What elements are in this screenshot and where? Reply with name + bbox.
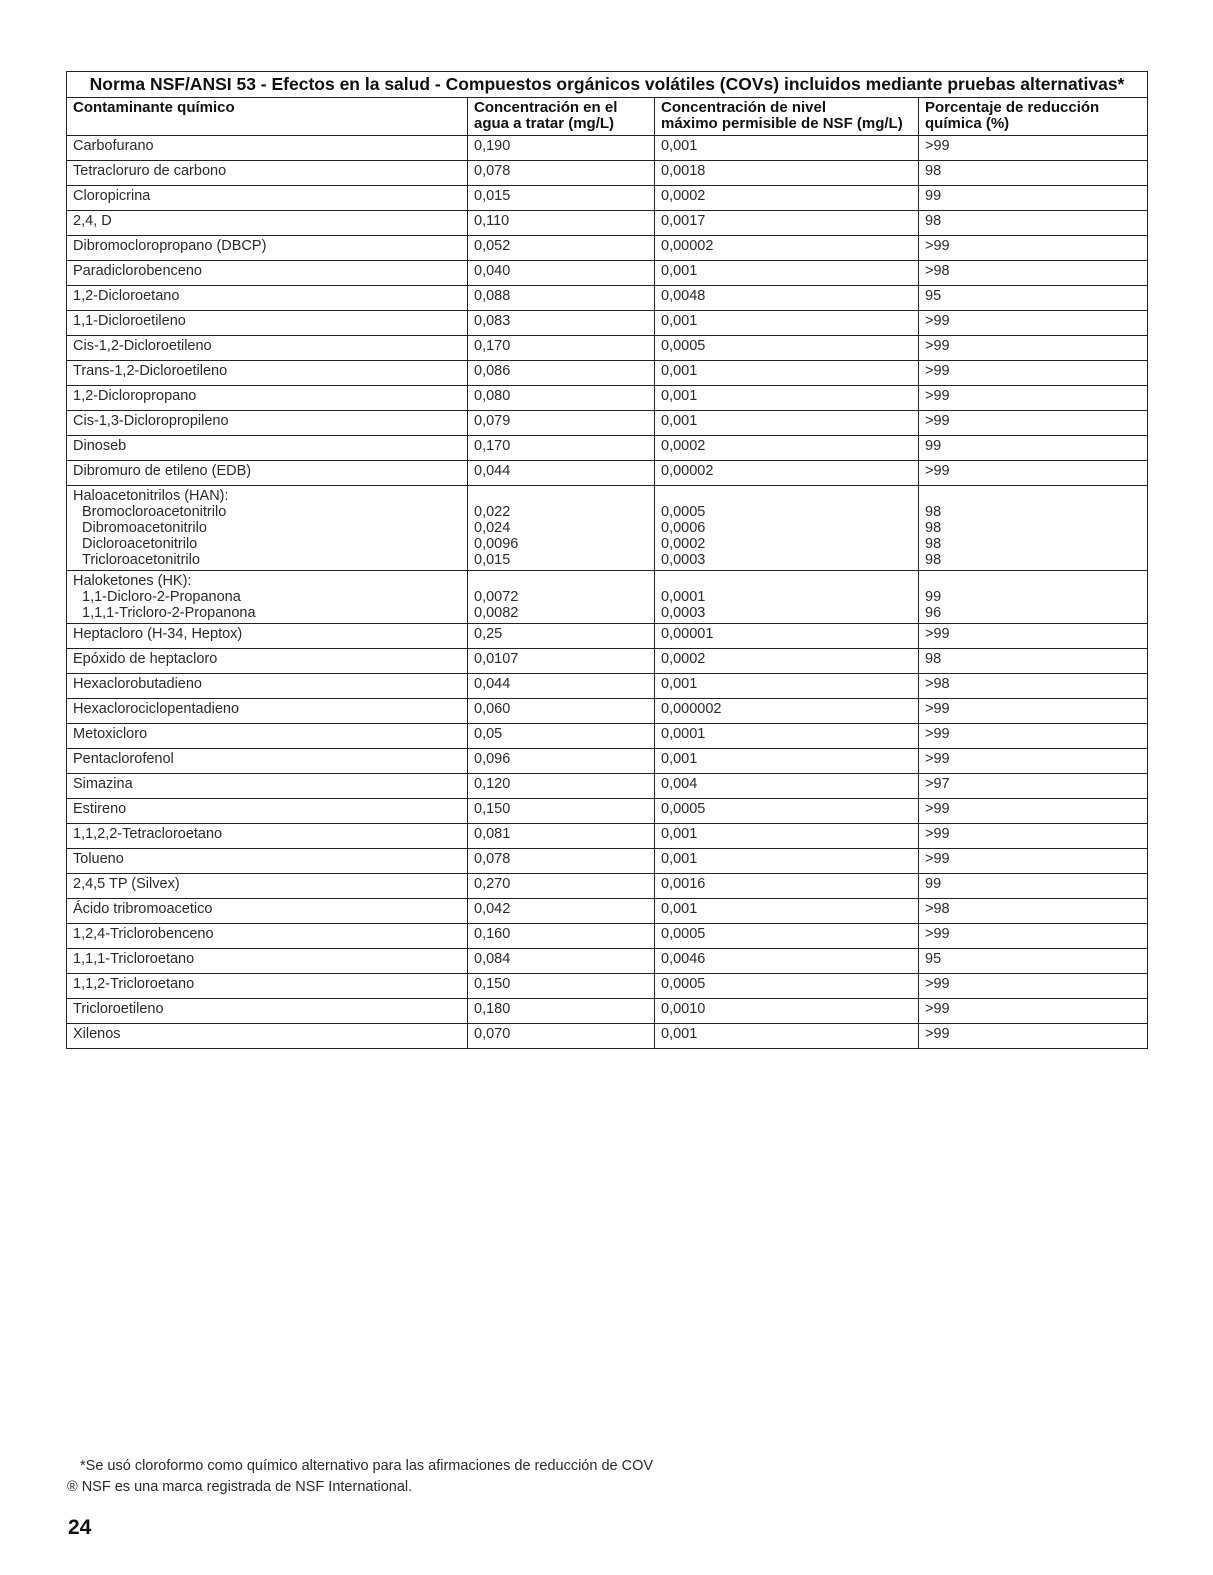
table-cell: 0,040 (468, 261, 655, 286)
table-row (67, 699, 1148, 724)
table-cell (919, 571, 1148, 624)
group-item-value: 0,0001 (661, 589, 706, 605)
table-cell: 99 (919, 186, 1148, 211)
table-cell: 0,096 (468, 749, 655, 774)
table-group-row (67, 571, 1148, 624)
table-cell: 0,00002 (655, 461, 919, 486)
table-row (67, 824, 1148, 849)
table-cell: >99 (919, 236, 1148, 261)
table-cell: 0,0046 (655, 949, 919, 974)
table-cell: Dibromuro de etileno (EDB) (67, 461, 468, 486)
group-item-value: 0,0006 (661, 520, 706, 536)
table-row (67, 949, 1148, 974)
table-cell: 0,083 (468, 311, 655, 336)
group-item-value: 0,022 (474, 504, 511, 520)
table-cell: 0,190 (468, 136, 655, 161)
table-group-row (67, 486, 1148, 571)
table-cell: 0,00001 (655, 624, 919, 649)
table-cell: 0,001 (655, 361, 919, 386)
table-cell: >99 (919, 974, 1148, 999)
table-cell: Dibromocloropropano (DBCP) (67, 236, 468, 261)
table-cell: 0,170 (468, 336, 655, 361)
table-cell: 0,0016 (655, 874, 919, 899)
table-cell: Cloropicrina (67, 186, 468, 211)
table-row (67, 899, 1148, 924)
table-cell: 0,0017 (655, 211, 919, 236)
table-row (67, 999, 1148, 1024)
table-cell: 1,1-Dicloroetileno (67, 311, 468, 336)
column-header-3: Concentración de nivel máximo permisible de NSF (mg/L) (655, 98, 919, 136)
table-row (67, 211, 1148, 236)
table-cell: 98 (919, 649, 1148, 674)
table-cell: >99 (919, 361, 1148, 386)
table-cell: 0,078 (468, 849, 655, 874)
table-cell: 0,170 (468, 436, 655, 461)
table-cell: 0,05 (468, 724, 655, 749)
table-cell: Pentaclorofenol (67, 749, 468, 774)
table-row (67, 799, 1148, 824)
table-cell: >99 (919, 724, 1148, 749)
table-cell: 1,1,2-Tricloroetano (67, 974, 468, 999)
table-row (67, 311, 1148, 336)
table-cell: Metoxicloro (67, 724, 468, 749)
table-cell: Paradiclorobenceno (67, 261, 468, 286)
table-cell: 0,0107 (468, 649, 655, 674)
group-item-name: Tricloroacetonitrilo (82, 552, 200, 568)
table-cell: 0,001 (655, 1024, 919, 1049)
table-cell: >99 (919, 411, 1148, 436)
table-cell: 0,0001 (655, 724, 919, 749)
table-cell: 0,0002 (655, 186, 919, 211)
column-header-2: Concentración en el agua a tratar (mg/L) (468, 98, 655, 136)
table-cell: 0,088 (468, 286, 655, 311)
table-cell: >99 (919, 924, 1148, 949)
table-cell (67, 571, 468, 624)
table-cell: 0,0010 (655, 999, 919, 1024)
table-cell (468, 571, 655, 624)
table-cell: Tolueno (67, 849, 468, 874)
table-cell: 0,001 (655, 411, 919, 436)
table-cell: 0,084 (468, 949, 655, 974)
table-cell: 0,001 (655, 849, 919, 874)
voc-reduction-table-container (66, 71, 1147, 1049)
table-cell: Tricloroetileno (67, 999, 468, 1024)
table-cell: 0,044 (468, 674, 655, 699)
table-cell: Hexaclorobutadieno (67, 674, 468, 699)
table-cell: >99 (919, 849, 1148, 874)
table-row (67, 674, 1148, 699)
table-cell: >99 (919, 136, 1148, 161)
table-cell: Epóxido de heptacloro (67, 649, 468, 674)
table-cell: 95 (919, 949, 1148, 974)
table-cell: 0,120 (468, 774, 655, 799)
table-row (67, 974, 1148, 999)
table-cell: Ácido tribromoacetico (67, 899, 468, 924)
table-cell: 99 (919, 436, 1148, 461)
table-cell: Tetracloruro de carbono (67, 161, 468, 186)
group-item-name: 1,1-Dicloro-2-Propanona (82, 589, 241, 605)
table-row (67, 749, 1148, 774)
table-cell: Dinoseb (67, 436, 468, 461)
table-cell: 98 (919, 211, 1148, 236)
table-cell: 0,078 (468, 161, 655, 186)
trademark-note: ® NSF es una marca registrada de NSF International. (67, 1479, 413, 1495)
group-item-value: 0,0082 (474, 605, 519, 621)
table-row (67, 624, 1148, 649)
table-row (67, 774, 1148, 799)
table-cell (655, 486, 919, 571)
table-cell: >99 (919, 336, 1148, 361)
table-cell: 0,001 (655, 749, 919, 774)
table-cell: >99 (919, 749, 1148, 774)
table-row (67, 386, 1148, 411)
table-cell: 0,0018 (655, 161, 919, 186)
table-cell: 0,180 (468, 999, 655, 1024)
table-cell: 0,001 (655, 386, 919, 411)
group-item-value: 0,0002 (661, 536, 706, 552)
table-cell: 0,081 (468, 824, 655, 849)
table-cell: 0,0002 (655, 436, 919, 461)
table-cell: >99 (919, 386, 1148, 411)
table-cell: 0,086 (468, 361, 655, 386)
table-body (67, 136, 1148, 1049)
table-cell: >99 (919, 799, 1148, 824)
table-cell: 0,25 (468, 624, 655, 649)
group-item-value: 98 (925, 504, 942, 520)
table-cell: 0,080 (468, 386, 655, 411)
table-row (67, 436, 1148, 461)
table-row (67, 286, 1148, 311)
table-cell: 0,060 (468, 699, 655, 724)
table-row (67, 361, 1148, 386)
table-cell: >99 (919, 461, 1148, 486)
table-row (67, 161, 1148, 186)
table-row (67, 236, 1148, 261)
table-cell (655, 571, 919, 624)
table-cell: >99 (919, 1024, 1148, 1049)
table-cell: 0,004 (655, 774, 919, 799)
table-cell: Cis-1,3-Dicloropropileno (67, 411, 468, 436)
table-cell: 98 (919, 161, 1148, 186)
column-header-1: Contaminante químico (67, 98, 468, 136)
table-cell: 0,070 (468, 1024, 655, 1049)
table-cell: 0,001 (655, 261, 919, 286)
table-cell: 0,0048 (655, 286, 919, 311)
table-row (67, 849, 1148, 874)
table-cell: Estireno (67, 799, 468, 824)
group-item-value: 0,024 (474, 520, 511, 536)
table-cell: 1,1,1-Tricloroetano (67, 949, 468, 974)
table-cell: 1,1,2,2-Tetracloroetano (67, 824, 468, 849)
table-row (67, 336, 1148, 361)
table-cell: >97 (919, 774, 1148, 799)
group-item-name: Dicloroacetonitrilo (82, 536, 198, 552)
table-cell: 0,0005 (655, 974, 919, 999)
table-cell (468, 486, 655, 571)
group-item-value: 0,0003 (661, 552, 706, 568)
table-cell: >99 (919, 624, 1148, 649)
table-cell: 0,079 (468, 411, 655, 436)
table-cell: Xilenos (67, 1024, 468, 1049)
table-cell: >99 (919, 824, 1148, 849)
table-cell: 0,052 (468, 236, 655, 261)
group-item-value: 0,015 (474, 552, 511, 568)
group-item-value: 98 (925, 536, 942, 552)
table-cell: 0,001 (655, 311, 919, 336)
table-cell: 1,2-Dicloroetano (67, 286, 468, 311)
group-item-value: 98 (925, 520, 942, 536)
table-cell: 0,160 (468, 924, 655, 949)
table-cell: >99 (919, 311, 1148, 336)
table-cell: 0,001 (655, 899, 919, 924)
footnote: *Se usó cloroformo como químico alternativo para las afirmaciones de reducción de COV (80, 1458, 654, 1474)
group-item-value: 0,0003 (661, 605, 706, 621)
table-cell: 0,0002 (655, 649, 919, 674)
table-cell: Simazina (67, 774, 468, 799)
table-cell: 2,4, D (67, 211, 468, 236)
group-item-name: 1,1,1-Tricloro-2-Propanona (82, 605, 256, 621)
table-row (67, 1024, 1148, 1049)
group-item-value: 0,0072 (474, 589, 519, 605)
table-cell: 99 (919, 874, 1148, 899)
table-title: Norma NSF/ANSI 53 - Efectos en la salud - Compuestos orgánicos volátiles (COVs) incluidos mediante pruebas alternativas* (67, 72, 1148, 98)
table-cell: 0,150 (468, 974, 655, 999)
voc-reduction-table (66, 71, 1148, 1049)
table-row (67, 924, 1148, 949)
table-cell: 0,044 (468, 461, 655, 486)
table-cell: 0,00002 (655, 236, 919, 261)
table-cell: 0,000002 (655, 699, 919, 724)
group-item-value: 98 (925, 552, 942, 568)
table-cell: 0,015 (468, 186, 655, 211)
table-cell: >99 (919, 999, 1148, 1024)
table-cell: >98 (919, 261, 1148, 286)
table-row (67, 724, 1148, 749)
page-number: 24 (68, 1516, 92, 1539)
table-cell: 0,0005 (655, 924, 919, 949)
group-item-value: 99 (925, 589, 942, 605)
table-cell (67, 486, 468, 571)
table-cell: 0,0005 (655, 336, 919, 361)
table-cell: Trans-1,2-Dicloroetileno (67, 361, 468, 386)
table-cell: 0,001 (655, 674, 919, 699)
table-cell: 0,270 (468, 874, 655, 899)
table-cell: 95 (919, 286, 1148, 311)
group-label: Haloketones (HK): (73, 573, 192, 589)
column-header-row (67, 98, 1148, 136)
group-label: Haloacetonitrilos (HAN): (73, 488, 229, 504)
table-row (67, 186, 1148, 211)
table-cell: 0,001 (655, 136, 919, 161)
table-row (67, 261, 1148, 286)
group-item-name: Dibromoacetonitrilo (82, 520, 207, 536)
table-cell: >98 (919, 674, 1148, 699)
table-cell: Hexaclorociclopentadieno (67, 699, 468, 724)
table-row (67, 874, 1148, 899)
table-cell: >99 (919, 699, 1148, 724)
table-row (67, 411, 1148, 436)
group-item-value: 0,0005 (661, 504, 706, 520)
table-cell (919, 486, 1148, 571)
table-cell: 0,0005 (655, 799, 919, 824)
table-cell: 0,001 (655, 824, 919, 849)
table-cell: 0,150 (468, 799, 655, 824)
table-row (67, 461, 1148, 486)
table-row (67, 136, 1148, 161)
group-item-value: 0,0096 (474, 536, 519, 552)
table-cell: >98 (919, 899, 1148, 924)
group-item-name: Bromocloroacetonitrilo (82, 504, 227, 520)
table-cell: 2,4,5 TP (Silvex) (67, 874, 468, 899)
group-item-value: 96 (925, 605, 942, 621)
table-cell: 0,110 (468, 211, 655, 236)
column-header-4: Porcentaje de reducción química (%) (919, 98, 1148, 136)
table-cell: 1,2-Dicloropropano (67, 386, 468, 411)
table-cell: 1,2,4-Triclorobenceno (67, 924, 468, 949)
table-row (67, 649, 1148, 674)
table-cell: 0,042 (468, 899, 655, 924)
table-cell: Carbofurano (67, 136, 468, 161)
table-cell: Cis-1,2-Dicloroetileno (67, 336, 468, 361)
table-cell: Heptacloro (H-34, Heptox) (67, 624, 468, 649)
